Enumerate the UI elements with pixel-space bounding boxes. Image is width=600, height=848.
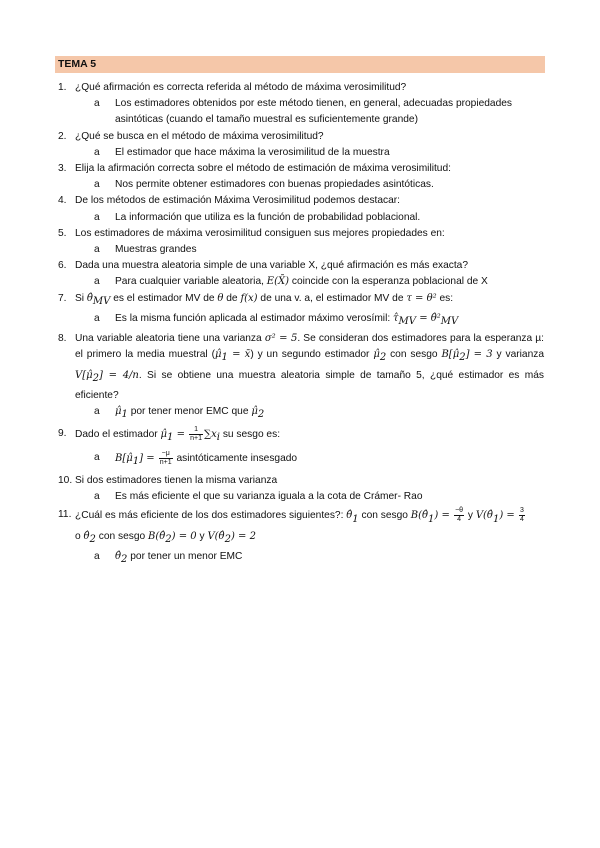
- answer-bullet: a: [94, 312, 100, 324]
- question-text: ¿Cuál es más eficiente de los dos estimadores siguientes?:: [75, 510, 347, 522]
- math-expression: μ̂: [373, 349, 380, 361]
- math-expression: σ² = 5: [264, 333, 298, 345]
- answer-4: [58, 210, 544, 226]
- question-number: 5.: [58, 227, 67, 239]
- answer-text: por tener un menor EMC: [127, 551, 243, 563]
- question-2: [58, 129, 544, 145]
- question-text: y: [465, 510, 476, 522]
- math-subscript: MV: [398, 315, 417, 327]
- math-expression: τ = θ²: [406, 292, 437, 304]
- answer-bullet: a: [94, 276, 100, 288]
- question-number: 6.: [58, 260, 67, 272]
- answer-text: Es la misma función aplicada al estimador máximo verosímil:: [115, 312, 393, 324]
- question-number: 2.: [58, 130, 67, 142]
- math-subscript: 2: [165, 533, 172, 545]
- math-expression: V[μ̂: [75, 369, 93, 381]
- question-text: de: [223, 292, 241, 304]
- math-expression: V(θ̂: [475, 510, 493, 522]
- answer-text: Para cualquier variable aleatoria,: [115, 276, 267, 288]
- answer-bullet: a: [94, 551, 100, 563]
- section-header: [55, 56, 545, 73]
- question-text: y varianza: [492, 349, 545, 361]
- math-subscript: 2: [92, 372, 99, 384]
- math-expression: ] =: [139, 452, 158, 464]
- math-subscript: 2: [257, 409, 265, 421]
- answer-text: asintóticamente insesgado: [173, 452, 298, 464]
- math-fraction: [189, 426, 203, 443]
- math-subscript: 2: [89, 533, 96, 545]
- question-number: 8.: [58, 333, 67, 345]
- answer-text: Muestras grandes: [115, 244, 197, 256]
- answer-6: [58, 274, 544, 290]
- answer-7: [58, 311, 544, 331]
- answer-3: [58, 177, 544, 193]
- question-text: Los estimadores de máxima verosimilitud consiguen sus mejores propiedades en:: [75, 227, 445, 239]
- fraction-numerator: −θ: [455, 507, 464, 515]
- answer-text: Nos permite obtener estimadores con buenas propiedades asintóticas.: [115, 179, 434, 191]
- section-title: TEMA 5: [58, 58, 97, 70]
- question-list: [58, 80, 544, 569]
- math-subscript: 1: [428, 513, 435, 525]
- question-text: Elija la afirmación correcta sobre el método de estimación de máxima verosimilitud:: [75, 163, 451, 175]
- math-expression: E(X̄): [266, 276, 290, 288]
- answer-bullet: a: [94, 98, 100, 110]
- math-expression: ) =: [499, 510, 518, 522]
- question-number: 9.: [58, 428, 67, 440]
- question-text: ¿Qué afirmación es correcta referida al método de máxima verosimilitud?: [75, 82, 407, 93]
- fraction-numerator: 3: [519, 507, 524, 515]
- answer-text: Los estimadores obtenidos por este método tienen, en general, adecuadas propiedades asintóticas (cuando el tamaño muestral es suficientemente grande): [115, 98, 513, 126]
- answer-1: [58, 96, 544, 128]
- math-expression: = x̄: [227, 349, 251, 361]
- math-expression: ) = 2: [230, 530, 256, 542]
- question-4: [58, 193, 544, 209]
- math-expression: θ: [217, 292, 224, 304]
- math-expression: ∑x: [204, 429, 217, 441]
- math-subscript: 1: [132, 455, 140, 467]
- math-expression: V(θ̂: [207, 530, 225, 542]
- math-expression: ) =: [434, 510, 454, 522]
- question-text: Una variable aleatoria tiene una varianza: [75, 333, 265, 345]
- math-expression: μ̂: [115, 405, 122, 417]
- answer-9: [58, 450, 544, 471]
- math-expression: ] = 3: [465, 349, 493, 361]
- math-subscript: 1: [221, 352, 228, 364]
- math-subscript: i: [216, 432, 220, 444]
- math-expression: f(x): [240, 292, 258, 304]
- answer-8: [58, 404, 544, 424]
- answer-11: [58, 549, 544, 569]
- math-expression: θ̂: [86, 292, 93, 304]
- math-expression: B[μ̂: [441, 349, 460, 361]
- math-subscript: 2: [459, 352, 466, 364]
- math-subscript: 1: [352, 513, 359, 525]
- fraction-denominator: 4: [519, 516, 524, 524]
- math-expression: B[μ̂: [115, 452, 133, 464]
- fraction-denominator: n+1: [190, 435, 203, 443]
- math-fraction: [519, 507, 525, 524]
- answer-10: [58, 489, 544, 505]
- question-text: ¿Qué se busca en el método de máxima verosimilitud?: [75, 130, 324, 142]
- question-text: y: [196, 530, 208, 542]
- math-expression: B(θ̂: [410, 510, 429, 522]
- question-text: ) y un segundo estimador: [250, 349, 374, 361]
- question-text: con sesgo: [95, 530, 149, 542]
- math-expression: τ̂: [393, 312, 399, 324]
- question-number: 10.: [58, 475, 73, 487]
- answer-text: Es más eficiente el que su varianza iguala a la cota de Crámer- Rao: [115, 491, 423, 503]
- answer-bullet: a: [94, 491, 100, 503]
- question-text: con sesgo: [358, 510, 411, 522]
- question-1: [58, 80, 544, 96]
- question-number: 11.: [58, 509, 72, 521]
- question-text: o: [75, 530, 84, 542]
- question-text: De los métodos de estimación Máxima Verosimilitud podemos destacar:: [75, 195, 401, 207]
- question-6: [58, 258, 544, 274]
- question-9: [58, 426, 544, 447]
- question-3: [58, 161, 544, 177]
- math-subscript: 2: [379, 352, 387, 364]
- question-10: [58, 473, 544, 489]
- question-text: es:: [436, 292, 454, 304]
- answer-text: El estimador que hace máxima la verosimilitud de la muestra: [115, 146, 390, 158]
- math-expression: μ̂: [251, 405, 258, 417]
- math-subscript: 2: [224, 533, 231, 545]
- question-text: Dado el estimador: [75, 429, 161, 441]
- answer-bullet: a: [94, 405, 100, 417]
- math-fraction: [454, 507, 464, 524]
- answer-2: [58, 145, 544, 161]
- answer-5: [58, 242, 544, 258]
- math-expression: = θ̂²: [416, 312, 441, 324]
- answer-bullet: a: [94, 211, 100, 223]
- question-text: su sesgo es:: [220, 429, 281, 441]
- math-subscript: 1: [121, 409, 128, 421]
- answer-text: por tener menor EMC que: [127, 405, 252, 417]
- fraction-numerator: 1: [189, 426, 203, 435]
- answer-bullet: a: [94, 244, 100, 256]
- math-subscript: 1: [167, 432, 174, 444]
- question-text: de una v. a, el estimador MV de: [257, 292, 407, 304]
- math-subscript: 2: [121, 554, 128, 566]
- fraction-denominator: n+1: [159, 458, 172, 466]
- math-expression: θ̂: [115, 551, 122, 563]
- math-subscript: MV: [440, 315, 459, 327]
- question-text: con sesgo: [386, 349, 442, 361]
- math-expression: B(θ̂: [148, 530, 166, 542]
- question-text: Si: [75, 292, 87, 304]
- answer-bullet: a: [94, 146, 100, 158]
- math-expression: μ̂: [160, 429, 168, 441]
- answer-text: coincide con la esperanza poblacional de X: [289, 276, 488, 288]
- question-text: . Si se obtiene una muestra aleatoria simple de tamaño 5, ¿qué estimador es más eficiente?: [75, 369, 545, 401]
- question-text: Si dos estimadores tienen la misma varianza: [75, 475, 278, 487]
- question-7: [58, 291, 544, 311]
- question-text: . Se consideran dos estimadores para la esperanza µ: el primero la media muestral (: [75, 333, 544, 361]
- math-fraction: [159, 450, 173, 467]
- answer-bullet: a: [94, 451, 100, 463]
- question-5: [58, 226, 544, 242]
- math-subscript: MV: [92, 295, 111, 307]
- question-8: [58, 331, 544, 404]
- math-expression: =: [173, 429, 189, 441]
- question-text: es el estimador MV de: [110, 292, 218, 304]
- question-number: 7.: [58, 292, 67, 304]
- question-11: [58, 507, 544, 549]
- math-expression: ) = 0: [171, 530, 197, 542]
- fraction-numerator: −μ: [159, 450, 173, 459]
- answer-text: La información que utiliza es la función de probabilidad poblacional.: [115, 211, 421, 223]
- fraction-denominator: 4: [457, 516, 461, 524]
- math-expression: ] = 4/n: [99, 369, 139, 381]
- question-text: Dada una muestra aleatoria simple de una variable X, ¿qué afirmación es más exacta?: [75, 260, 468, 272]
- math-expression: θ̂: [83, 530, 90, 542]
- math-subscript: 1: [492, 513, 500, 525]
- answer-bullet: a: [94, 179, 100, 191]
- question-number: 4.: [58, 195, 67, 207]
- math-expression: μ̂: [214, 349, 222, 361]
- math-expression: θ̂: [346, 510, 353, 522]
- question-number: 1.: [58, 82, 67, 93]
- question-number: 3.: [58, 163, 67, 175]
